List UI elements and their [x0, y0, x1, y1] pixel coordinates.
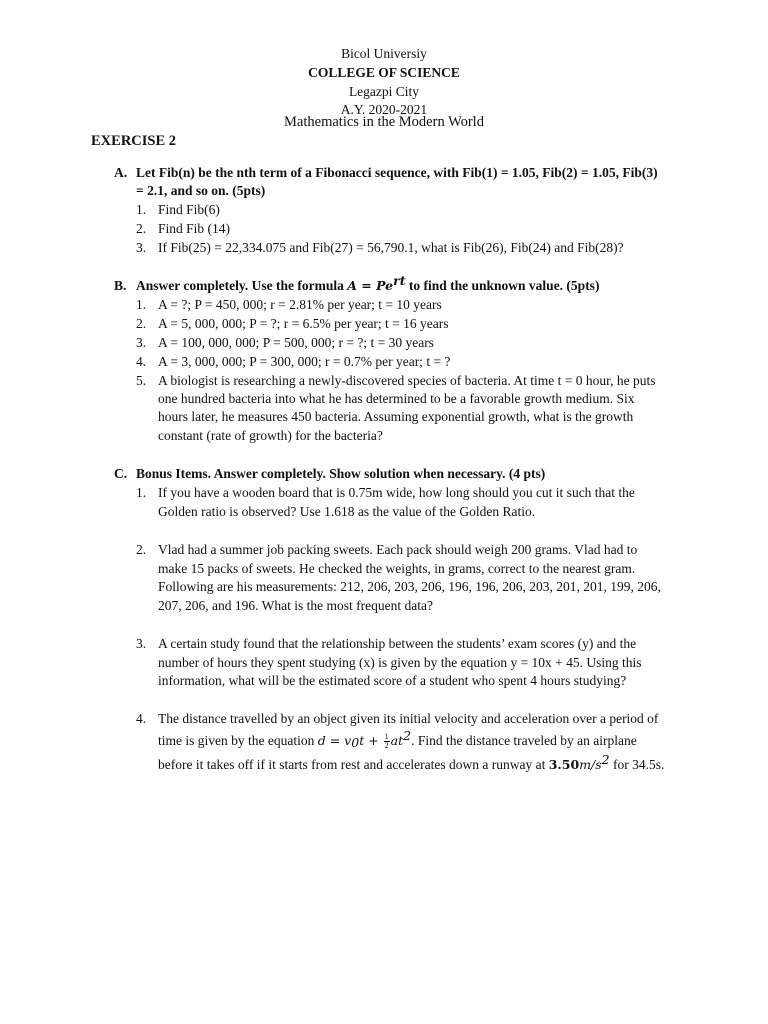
section-c-item3-line: A certain study found that the relationship between the students’ exam scores (y) and the [158, 636, 637, 651]
section-b-item5-line: constant (rate of growth) for the bacteria? [158, 428, 383, 443]
section-c-item2-line: make 15 packs of sweets. He checked the weights, in grams, correct to the nearest gram. [158, 561, 636, 576]
eq-v: v [344, 733, 352, 748]
section-c-item-number: 3. [136, 636, 147, 651]
section-a-item-number: 2. [136, 221, 147, 236]
section-b-item-text: A = 100, 000, 000; P = 500, 000; r = ?; t = 30 years [158, 335, 434, 350]
eq-plus: + [364, 733, 383, 748]
exercise-title: EXERCISE 2 [91, 133, 177, 149]
eq-t: t [359, 733, 365, 748]
section-b-heading-post: to find the unknown value. (5pts) [405, 278, 600, 293]
formula-a: A [347, 278, 357, 293]
academic-year: A.Y. 2020-2021 [340, 102, 428, 117]
accel-tail: for 34.5s. [609, 757, 665, 772]
section-c-letter: C. [114, 466, 128, 481]
formula-pe: Pe [376, 278, 394, 293]
section-b-item5-line: A biologist is researching a newly-discovered species of bacteria. At time t = 0 hour, he puts [158, 373, 656, 388]
section-b-heading-pre: Answer completely. Use the formula [136, 278, 348, 293]
eq-equals: = [325, 733, 345, 748]
accel-value: 3.50 [548, 757, 580, 772]
section-b-item-number: 5. [136, 373, 147, 388]
university-name: Bicol Universiy [341, 46, 427, 61]
section-b-item5-line: one hundred bacteria into what he has determined to be a favorable growth medium. Six [158, 391, 635, 406]
section-b-letter: B. [114, 278, 127, 293]
section-c-item1-line: If you have a wooden board that is 0.75m wide, how long should you cut it such that the [158, 485, 635, 500]
section-c-item3-line: information, what will be the estimated score of a student who spent 4 hours studying? [158, 673, 627, 688]
section-a-heading-line2: = 2.1, and so on. (5pts) [136, 183, 266, 198]
equation-lead: time is given by the equation [158, 733, 318, 748]
section-c-item4-line: The distance travelled by an object given its initial velocity and acceleration over a period of [158, 711, 659, 726]
section-c-item3-line: number of hours they spent studying (x) is given by the equation y = 10x + 45. Using this [158, 655, 642, 670]
section-c-item-number: 4. [136, 711, 147, 726]
accel-lead: before it takes off if it starts from rest and accelerates down a runway at [158, 757, 549, 772]
equation-tail: . Find the distance traveled by an airplane [411, 733, 637, 748]
section-c-item4-line-accel [158, 752, 665, 774]
section-b-item-number: 1. [136, 297, 147, 312]
section-a-item-text: Find Fib(6) [158, 202, 220, 217]
course-title: Mathematics in the Modern World [284, 114, 484, 130]
accel-unit-exponent: 2 [601, 752, 610, 767]
section-b-item-number: 3. [136, 335, 147, 350]
eq-fraction [384, 733, 390, 750]
section-c-heading: Bonus Items. Answer completely. Show solution when necessary. (4 pts) [136, 466, 546, 481]
section-b-item-text: A = 5, 000, 000; P = ?; r = 6.5% per year; t = 16 years [158, 316, 449, 331]
eq-at-exponent: 2 [403, 728, 412, 743]
section-a-item-text: If Fib(25) = 22,334.075 and Fib(27) = 56,790.1, what is Fib(26), Fib(24) and Fib(28)? [158, 240, 624, 255]
eq-fraction-denominator: 2 [384, 741, 389, 751]
section-a-item-number: 3. [136, 240, 147, 255]
eq-at: at [390, 733, 404, 748]
eq-d: d [317, 733, 326, 748]
section-c-item-number: 2. [136, 542, 147, 557]
eq-fraction-numerator: 1 [384, 732, 389, 742]
section-b-heading [136, 273, 600, 295]
section-b-item-text: A = ?; P = 450, 000; r = 2.81% per year; t = 10 years [158, 297, 442, 312]
section-b-item-number: 4. [136, 354, 147, 369]
formula-equals: = [356, 278, 377, 293]
section-b-item5-line: hours later, he measures 450 bacteria. Assuming exponential growth, what is the growth [158, 409, 634, 424]
section-c-item4-line-equation [158, 728, 637, 751]
accel-unit: m/s [579, 757, 602, 772]
city-name: Legazpi City [348, 84, 420, 99]
formula-exponent: rt [393, 273, 406, 288]
section-b-item-number: 2. [136, 316, 147, 331]
section-b-item-text: A = 3, 000, 000; P = 300, 000; r = 0.7% per year; t = ? [158, 354, 451, 369]
section-c-item2-line: 207, 206, and 196. What is the most frequent data? [158, 598, 433, 613]
college-name: COLLEGE OF SCIENCE [308, 65, 460, 80]
section-a-heading-line1: Let Fib(n) be the nth term of a Fibonacci sequence, with Fib(1) = 1.05, Fib(2) = 1.05, Fib(3) [136, 165, 658, 180]
section-c-item2-line: Following are his measurements: 212, 206, 203, 206, 196, 196, 206, 203, 201, 201, 199, 206, [158, 579, 661, 594]
section-c-item2-line: Vlad had a summer job packing sweets. Each pack should weigh 200 grams. Vlad had to [158, 542, 638, 557]
section-a-item-text: Find Fib (14) [158, 221, 231, 236]
section-c-item1-line: Golden ratio is observed? Use 1.618 as the value of the Golden Ratio. [158, 504, 536, 519]
section-a-letter: A. [114, 165, 128, 180]
section-a-item-number: 1. [136, 202, 147, 217]
section-c-item-number: 1. [136, 485, 147, 500]
eq-v-subscript: 0 [351, 735, 360, 750]
